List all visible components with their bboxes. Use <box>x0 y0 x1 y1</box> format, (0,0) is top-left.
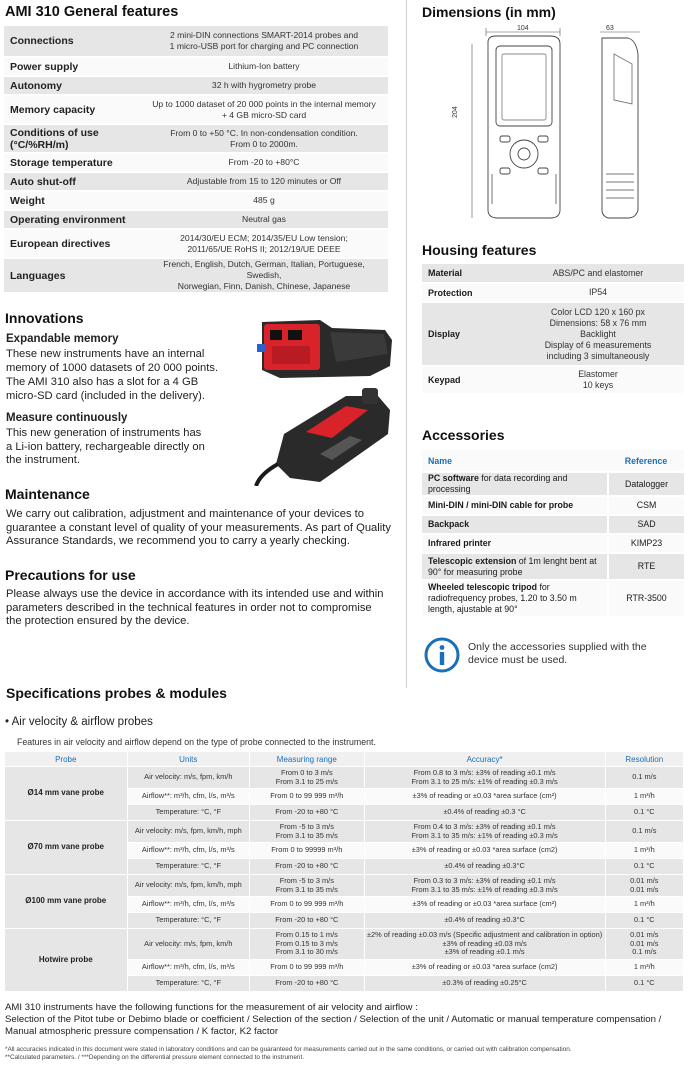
specs-row <box>5 821 684 843</box>
specs-resolution: 0.1 °C <box>605 976 683 992</box>
specs-header-resolution: Resolution <box>605 752 683 767</box>
accessories-title: Accessories <box>422 427 505 443</box>
specs-resolution: 1 m³/h <box>605 843 683 859</box>
device-photo <box>250 314 400 486</box>
specs-range: From 0 to 3 m/s From 3.1 to 25 m/s <box>250 767 365 789</box>
general-row <box>4 172 388 191</box>
accessory-reference: RTE <box>608 553 684 580</box>
housing-row <box>422 366 684 394</box>
general-row <box>4 95 388 124</box>
device-top-view <box>256 388 390 486</box>
accessories-col-name: Name <box>422 450 608 472</box>
specs-range: From -5 to 3 m/s From 3.1 to 35 m/s <box>250 875 365 897</box>
specs-accuracy: From 0.4 to 3 m/s: ±3% of reading ±0.1 m/s From 3.1 to 35 m/s: ±1% of reading ±0.3 m/s <box>364 821 605 843</box>
specs-units: Air velocity: m/s, fpm, km/h, mph <box>127 875 250 897</box>
specs-accuracy: ±0.3% of reading ±0.25°C <box>364 976 605 992</box>
info-icon <box>424 637 460 673</box>
housing-row-label: Keypad <box>422 366 512 394</box>
accessory-name <box>422 472 608 496</box>
specs-range: From 0.15 to 1 m/s From 0.15 to 3 m/s From 3.1 to 30 m/s <box>250 929 365 960</box>
accessory-name <box>422 580 608 617</box>
specs-units: Temperature: °C, °F <box>127 805 250 821</box>
specs-units: Air velocity: m/s, fpm, km/h <box>127 929 250 960</box>
accessory-name-bold: Backpack <box>428 519 470 529</box>
specs-accuracy: ±3% of reading or ±0.03 *area surface (cm²) <box>364 897 605 913</box>
specs-resolution: 0.1 °C <box>605 859 683 875</box>
specs-range: From -20 to +80 °C <box>250 805 365 821</box>
specs-resolution: 1 m³/h <box>605 960 683 976</box>
device-side-outline <box>602 38 638 218</box>
specs-resolution: 0.1 °C <box>605 913 683 929</box>
specs-functions-line-1: AMI 310 instruments have the following functions for the measurement of air velocity and airflow : <box>5 1002 418 1013</box>
expandable-memory-title: Expandable memory <box>6 333 119 345</box>
specs-resolution: 0.1 °C <box>605 805 683 821</box>
specs-units: Temperature: °C, °F <box>127 976 250 992</box>
specs-units: Temperature: °C, °F <box>127 859 250 875</box>
specs-units: Temperature: °C, °F <box>127 913 250 929</box>
specs-footnotes <box>5 1046 685 1063</box>
maintenance-text: We carry out calibration, adjustment and maintenance of your devices to guarantee a constant level of quality of your measurements. As part of Quality Assurance Standards, we recommend you to carry a yearly checking. <box>6 508 391 547</box>
specs-range: From 0 to 99999 m³/h <box>250 843 365 859</box>
accessory-name <box>422 496 608 515</box>
housing-row-value: ABS/PC and elastomer <box>512 264 684 283</box>
general-row-value: Adjustable from 15 to 120 minutes or Off <box>140 172 388 191</box>
specs-accuracy: ±3% of reading or ±0.03 *area surface (cm²) <box>364 789 605 805</box>
general-row-value: 32 h with hygrometry probe <box>140 76 388 95</box>
specs-resolution: 0.1 m/s <box>605 767 683 789</box>
general-row <box>4 76 388 95</box>
accessory-name <box>422 534 608 553</box>
general-row-label: Conditions of use (°C/%RH/m) <box>4 124 140 153</box>
general-row-value: From -20 to +80°C <box>140 153 388 172</box>
housing-row-value: Elastomer 10 keys <box>512 366 684 394</box>
specs-resolution: 1 m³/h <box>605 897 683 913</box>
specs-probe-name: Ø14 mm vane probe <box>5 767 128 821</box>
specs-header-measuring-range: Measuring range <box>250 752 365 767</box>
footnote-2: **Calculated parameters. / ***Depending on the differential pressure element connected to the instrument. <box>5 1054 304 1062</box>
specs-probe-name: Hotwire probe <box>5 929 128 992</box>
accessory-name-rest: for radiofrequency probes, 1.20 to 3.50 m length, ajustable at 90° <box>428 582 577 614</box>
general-row-label: Languages <box>4 258 140 293</box>
general-row-label: European directives <box>4 229 140 258</box>
general-row-value: Up to 1000 dataset of 20 000 points in the internal memory + 4 GB micro-SD card <box>140 95 388 124</box>
specs-functions <box>5 1002 685 1039</box>
accessory-name-bold: Telescopic extension <box>428 555 517 566</box>
accessory-name-bold: Infrared printer <box>428 538 492 548</box>
housing-row-label: Display <box>422 302 512 366</box>
specs-accuracy: ±0.4% of reading ±0.3 °C <box>364 805 605 821</box>
specs-range: From -20 to +80 °C <box>250 913 365 929</box>
general-row-label: Weight <box>4 191 140 210</box>
specs-resolution: 0.1 m/s <box>605 821 683 843</box>
specs-bullet <box>5 716 153 728</box>
accessories-col-reference: Reference <box>608 450 684 472</box>
specs-resolution: 0.01 m/s 0.01 m/s <box>605 875 683 897</box>
specs-header-probe: Probe <box>5 752 128 767</box>
specs-range: From -20 to +80 °C <box>250 976 365 992</box>
general-row-label: Autonomy <box>4 76 140 95</box>
specs-accuracy: ±3% of reading or ±0.03 *area surface (cm2) <box>364 960 605 976</box>
general-row <box>4 258 388 293</box>
general-features-table <box>4 26 388 294</box>
housing-row <box>422 264 684 283</box>
specs-intro: Features in air velocity and airflow depend on the type of probe connected to the instrument. <box>17 737 376 747</box>
expandable-memory-text-2: The AMI 310 also has a slot for a 4 GB micro-SD card (included in the delivery). <box>6 376 205 402</box>
specs-units: Airflow**: m³/h, cfm, l/s, m³/s <box>127 960 250 976</box>
general-row-value: 2 mini-DIN connections SMART-2014 probes and 1 micro-USB port for charging and PC connection <box>140 26 388 57</box>
general-row-value: 485 g <box>140 191 388 210</box>
specs-row <box>5 875 684 897</box>
specs-accuracy: From 0.3 to 3 m/s: ±3% of reading ±0.1 m/s From 3.1 to 35 m/s: ±1% of reading ±0.3 m/s <box>364 875 605 897</box>
specs-row <box>5 929 684 960</box>
specs-range: From 0 to 99 999 m³/h <box>250 960 365 976</box>
specs-accuracy: ±0.4% of reading ±0.3°C <box>364 913 605 929</box>
general-row-label: Storage temperature <box>4 153 140 172</box>
general-row <box>4 57 388 76</box>
accessory-reference: RTR-3500 <box>608 580 684 617</box>
precautions-text: Please always use the device in accordance with its intended use and within parameters described in the technical features in order not to compromise the protection ensured by the device. <box>6 588 384 627</box>
general-row <box>4 191 388 210</box>
maintenance-title: Maintenance <box>5 486 90 502</box>
general-row-label: Auto shut-off <box>4 172 140 191</box>
column-divider <box>406 0 407 688</box>
specs-probe-name: Ø100 mm vane probe <box>5 875 128 929</box>
bullet-dot: • <box>5 716 12 728</box>
dimension-height-label: 204 <box>452 106 459 118</box>
device-front-outline <box>488 36 560 218</box>
specs-header-units: Units <box>127 752 250 767</box>
dimension-depth-label: 63 <box>606 25 614 32</box>
accessory-name-rest: for data recording and processing <box>428 473 568 494</box>
specs-row <box>5 767 684 789</box>
accessory-row <box>422 496 684 515</box>
accessory-name-bold: PC software <box>428 473 479 483</box>
accessory-name <box>422 553 608 580</box>
general-row-value: Neutral gas <box>140 210 388 229</box>
accessory-name-rest: of 1m lenght bent at 90° for measuring probe <box>428 555 597 577</box>
general-row-label: Operating environment <box>4 210 140 229</box>
device-bottom-view <box>257 320 392 378</box>
accessories-table <box>422 450 684 618</box>
general-row <box>4 229 388 258</box>
specs-title: Specifications probes & modules <box>6 685 227 701</box>
housing-row-label: Material <box>422 264 512 283</box>
housing-row-value: IP54 <box>512 283 684 302</box>
specs-bullet-label: Air velocity & airflow probes <box>11 716 153 728</box>
specs-range: From -5 to 3 m/s From 3.1 to 35 m/s <box>250 821 365 843</box>
housing-row-value: Color LCD 120 x 160 px Dimensions: 58 x 76 mm Backlight Display of 6 measurements including 3 simultaneously <box>512 302 684 366</box>
accessory-name <box>422 515 608 534</box>
accessories-note: Only the accessories supplied with the device must be used. <box>468 641 647 666</box>
accessory-row <box>422 580 684 617</box>
accessory-row <box>422 515 684 534</box>
accessory-reference: KIMP23 <box>608 534 684 553</box>
expandable-memory-text-1: These new instruments have an internal memory of 1000 datasets of 20 000 points. <box>6 348 219 374</box>
accessory-reference: CSM <box>608 496 684 515</box>
housing-features-title: Housing features <box>422 242 537 258</box>
housing-row <box>422 302 684 366</box>
measure-continuously-text: This new generation of instruments has a Li-ion battery, rechargeable directly on the instrument. <box>6 427 205 466</box>
accessory-row <box>422 553 684 580</box>
general-row-value: 2014/30/EU ECM; 2014/35/EU Low tension; 2011/65/UE RoHS II; 2012/19/UE DEEE <box>140 229 388 258</box>
accessory-name-bold: Wheeled telescopic tripod <box>428 582 538 592</box>
specs-functions-line-2: Selection of the Pitot tube or Debimo blade or coefficient / Selection of the section / Selection of the unit / Automatic or manual temperature compensation / Manual atmospheric pressure compensation / K factor, K2 factor <box>5 1014 662 1038</box>
specs-units: Air velocity: m/s, fpm, km/h <box>127 767 250 789</box>
precautions-title: Precautions for use <box>5 567 136 583</box>
specs-range: From 0 to 99 999 m³/h <box>250 789 365 805</box>
housing-row <box>422 283 684 302</box>
specs-range: From -20 to +80 °C <box>250 859 365 875</box>
specs-header-accuracy: Accuracy* <box>364 752 605 767</box>
specs-units: Airflow**: m³/h, cfm, l/s, m³/s <box>127 843 250 859</box>
dimensions-drawing <box>452 24 652 224</box>
general-row-label: Memory capacity <box>4 95 140 124</box>
general-row <box>4 124 388 153</box>
general-features-title: AMI 310 General features <box>5 4 179 20</box>
general-row-label: Power supply <box>4 57 140 76</box>
general-row <box>4 153 388 172</box>
footnote-1: *All accuracies indicated in this document were stated in laboratory conditions and can be guaranteed for measurements carried out in the same conditions, or carried out with calibration compensation. <box>5 1046 572 1053</box>
specs-resolution: 1 m³/h <box>605 789 683 805</box>
specs-probe-name: Ø70 mm vane probe <box>5 821 128 875</box>
housing-features-table <box>422 264 684 395</box>
specs-range: From 0 to 99 999 m³/h <box>250 897 365 913</box>
specs-resolution: 0.01 m/s 0.01 m/s 0.1 m/s <box>605 929 683 960</box>
specs-accuracy: ±0.4% of reading ±0.3°C <box>364 859 605 875</box>
accessory-row <box>422 534 684 553</box>
general-row-value: From 0 to +50 °C. In non-condensation condition. From 0 to 2000m. <box>140 124 388 153</box>
accessory-reference: SAD <box>608 515 684 534</box>
dimensions-title: Dimensions (in mm) <box>422 4 556 20</box>
accessory-reference: Datalogger <box>608 472 684 496</box>
accessory-row <box>422 472 684 496</box>
specs-units: Airflow**: m³/h, cfm, l/s, m³/s <box>127 897 250 913</box>
specs-accuracy: From 0.8 to 3 m/s: ±3% of reading ±0.1 m/s From 3.1 to 25 m/s: ±1% of reading ±0.3 m/s <box>364 767 605 789</box>
general-row-label: Connections <box>4 26 140 57</box>
specs-table <box>4 751 684 992</box>
measure-continuously-title: Measure continuously <box>6 412 128 424</box>
innovations-title: Innovations <box>5 310 84 326</box>
specs-units: Air velocity: m/s, fpm, km/h, mph <box>127 821 250 843</box>
general-row <box>4 210 388 229</box>
general-row-value: Lithium-Ion battery <box>140 57 388 76</box>
specs-units: Airflow**: m³/h, cfm, l/s, m³/s <box>127 789 250 805</box>
general-row-value: French, English, Dutch, German, Italian, Portuguese, Swedish, Norwegian, Finn, Danish, Chinese, Japanese <box>140 258 388 293</box>
specs-accuracy: ±2% of reading ±0.03 m/s (Specific adjustment and calibration in option) ±3% of reading ±0.03 m/s ±3% of reading ±0.1 m/s <box>364 929 605 960</box>
accessory-name-bold: Mini-DIN / mini-DIN cable for probe <box>428 500 574 510</box>
general-row <box>4 26 388 57</box>
specs-accuracy: ±3% of reading or ±0.03 *area surface (cm2) <box>364 843 605 859</box>
housing-row-label: Protection <box>422 283 512 302</box>
dimension-width-label: 104 <box>517 25 529 32</box>
